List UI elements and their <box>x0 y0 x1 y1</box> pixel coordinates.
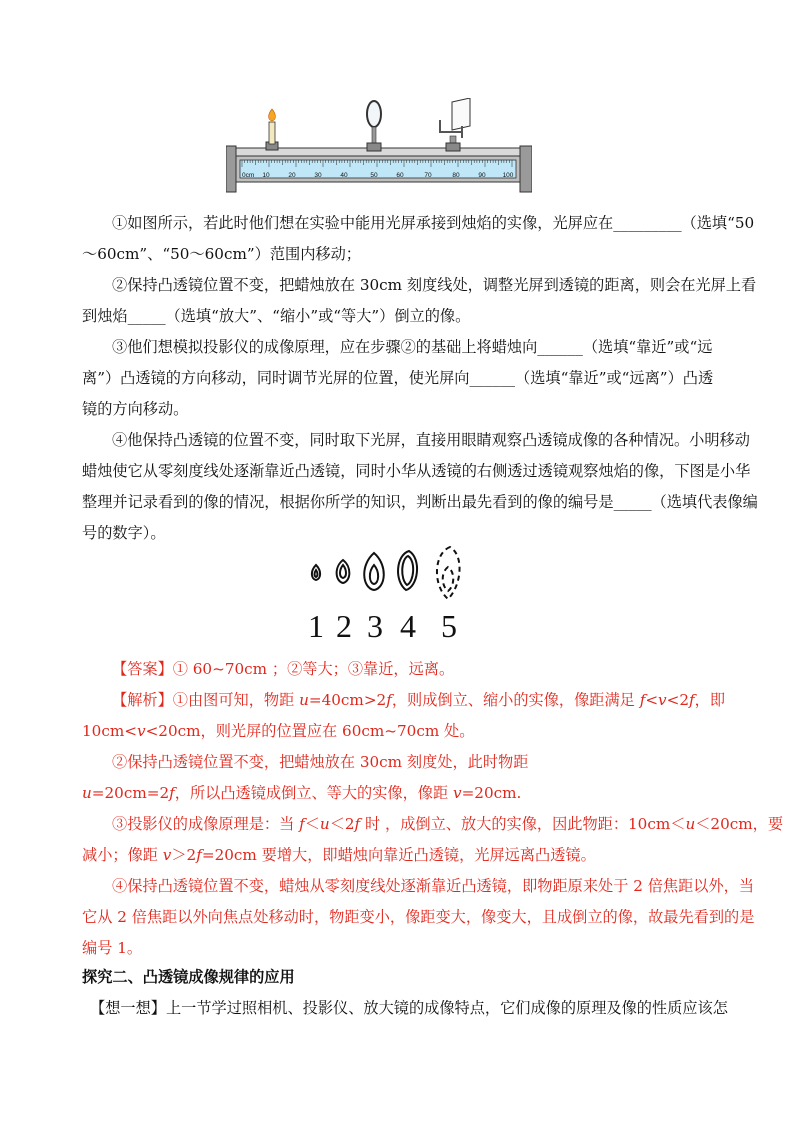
var-u: u <box>685 815 696 833</box>
var-f: f <box>354 815 361 833</box>
ruler-label: 10 <box>262 172 270 179</box>
text-line: ③他们想模拟投影仪的成像原理，应在步骤②的基础上将蜡烛向______（选填“靠近”或“远 <box>112 338 713 356</box>
text-line: ～60cm”、“50～60cm”）范围内移动； <box>82 245 361 263</box>
answer-block <box>82 654 718 685</box>
think-paragraph <box>82 993 728 1024</box>
analysis-text: =20cm=2 <box>91 784 170 802</box>
image-label: 5 <box>441 608 457 643</box>
text-line: ②保持凸透镜位置不变，把蜡烛放在 30cm 刻度线处，调整光屏到透镜的距离，则会在光屏上看 <box>112 276 757 294</box>
ruler-label: 80 <box>452 172 460 179</box>
text-line: ①如图所示，若此时他们想在实验中能用光屏承接到烛焰的实像，光屏应在_________（选填“50 <box>112 214 755 232</box>
screen-icon <box>440 98 470 151</box>
flame-image-4-icon <box>398 551 417 590</box>
text-line: 镜的方向移动。 <box>82 400 189 418</box>
var-u: u <box>299 691 309 709</box>
flame-image-5-icon <box>437 547 460 599</box>
analysis-text: ＜2 <box>329 815 355 833</box>
analysis-text: 时 ，成倒立、放大的实像，因此物距：10cm＜ <box>360 815 686 833</box>
ruler-label: 40 <box>340 172 348 179</box>
analysis-text: < <box>645 691 659 709</box>
lens-icon <box>367 101 381 151</box>
var-f: f <box>689 691 695 709</box>
analysis-text: 编号 1。 <box>82 939 143 957</box>
think-text: 上一节学过照相机、投影仪、放大镜的成像特点，它们成像的原理及像的性质应该怎 <box>165 999 728 1017</box>
var-f: f <box>299 815 305 833</box>
text-line: 蜡烛使它从零刻度线处逐渐靠近凸透镜，同时小华从透镜的右侧透过透镜观察烛焰的像，下图是小华 <box>82 462 751 480</box>
ruler-label: 50 <box>370 172 378 179</box>
text-line: 离”）凸透镜的方向移动，同时调节光屏的位置，使光屏向______（选填“靠近”或“远离”）凸透 <box>82 369 714 387</box>
analysis-text: ②保持凸透镜位置不变，把蜡烛放在 30cm 刻度处，此时物距 <box>112 753 529 771</box>
analysis-block <box>82 685 784 964</box>
analysis-text: 10cm< <box>82 722 137 740</box>
text-line: 号的数字）。 <box>82 524 166 542</box>
analysis-text: =20cm. <box>461 784 522 802</box>
flame-image-3-icon <box>364 553 384 590</box>
analysis-text: ，则成倒立、缩小的实像，像距满足 <box>391 691 640 709</box>
analysis-text: ＜ <box>304 815 320 833</box>
analysis-text: ，所以凸透镜成倒立、等大的实像，像距 <box>174 784 453 802</box>
var-f: f <box>386 691 392 709</box>
bench-rail <box>226 146 532 192</box>
analysis-tag: 【解析】 <box>112 691 173 709</box>
text-line: 到烛焰_____（选填“放大”、“缩小”或“等大”）倒立的像。 <box>82 307 471 325</box>
analysis-text: 减小；像距 <box>82 846 163 864</box>
answer-text: ① 60~70cm ；②等大；③靠近，远离。 <box>172 660 455 678</box>
ruler-label: 20 <box>288 172 296 179</box>
analysis-text: 它从 2 倍焦距以外向焦点处移动时，物距变小，像距变大，像变大，且成倒立的像，故最先看到的是 <box>82 908 755 926</box>
image-label: 3 <box>367 608 383 643</box>
analysis-text: <2 <box>666 691 690 709</box>
ruler-label: 70 <box>424 172 432 179</box>
ruler-label: 90 <box>478 172 486 179</box>
var-f: f <box>639 691 646 709</box>
var-f: f <box>169 784 175 802</box>
question-1 <box>82 208 755 270</box>
image-label: 4 <box>400 608 416 643</box>
question-3 <box>82 332 718 425</box>
analysis-text: ④保持凸透镜位置不变，蜡烛从零刻度线处逐渐靠近凸透镜，即物距原来处于 2 倍焦距以外，当 <box>112 877 755 895</box>
ruler-label: 100 <box>502 172 514 179</box>
analysis-text: <20cm，则光屏的位置应在 60cm~70cm 处。 <box>145 722 475 740</box>
answer-tag: 【答案】 <box>112 660 173 678</box>
flame-image-1-icon <box>312 565 320 580</box>
analysis-text: =40cm>2 <box>308 691 387 709</box>
question-2 <box>82 270 757 332</box>
image-sequence-figure <box>302 543 472 643</box>
analysis-text: ＜20cm，要 <box>695 815 784 833</box>
analysis-text: ③投影仪的成像原理是：当 <box>112 815 300 833</box>
ruler-label: 60 <box>396 172 404 179</box>
analysis-text: =20cm 要增大，即蜡烛向靠近凸透镜，光屏远离凸透镜。 <box>201 846 596 864</box>
var-u: u <box>82 784 92 802</box>
text-line: ④他保持凸透镜的位置不变，同时取下光屏，直接用眼睛观察凸透镜成像的各种情况。小明移动 <box>112 431 750 449</box>
var-v: v <box>136 722 146 740</box>
text-line: 整理并记录看到的像的情况，根据你所学的知识，判断出最先看到的像的编号是_____（选填代表像编 <box>82 493 758 511</box>
think-tag: 【想一想】 <box>90 999 166 1017</box>
flame-image-2-icon <box>337 560 350 583</box>
ruler-label: 0cm <box>242 172 255 179</box>
section-heading: 探究二、凸透镜成像规律的应用 <box>82 968 295 986</box>
analysis-text: ①由图可知，物距 <box>172 691 300 709</box>
analysis-text: ，即 <box>694 691 726 709</box>
var-v: v <box>452 784 462 802</box>
var-f: f <box>196 846 202 864</box>
image-label: 2 <box>336 608 352 643</box>
analysis-text: ＞2 <box>171 846 197 864</box>
var-v: v <box>658 691 667 709</box>
ruler-label: 30 <box>314 172 322 179</box>
var-u: u <box>319 815 330 833</box>
image-label: 1 <box>308 608 324 643</box>
optical-bench-figure <box>226 98 532 194</box>
question-4 <box>82 425 758 549</box>
var-v: v <box>162 846 172 864</box>
candle-icon <box>266 109 278 150</box>
